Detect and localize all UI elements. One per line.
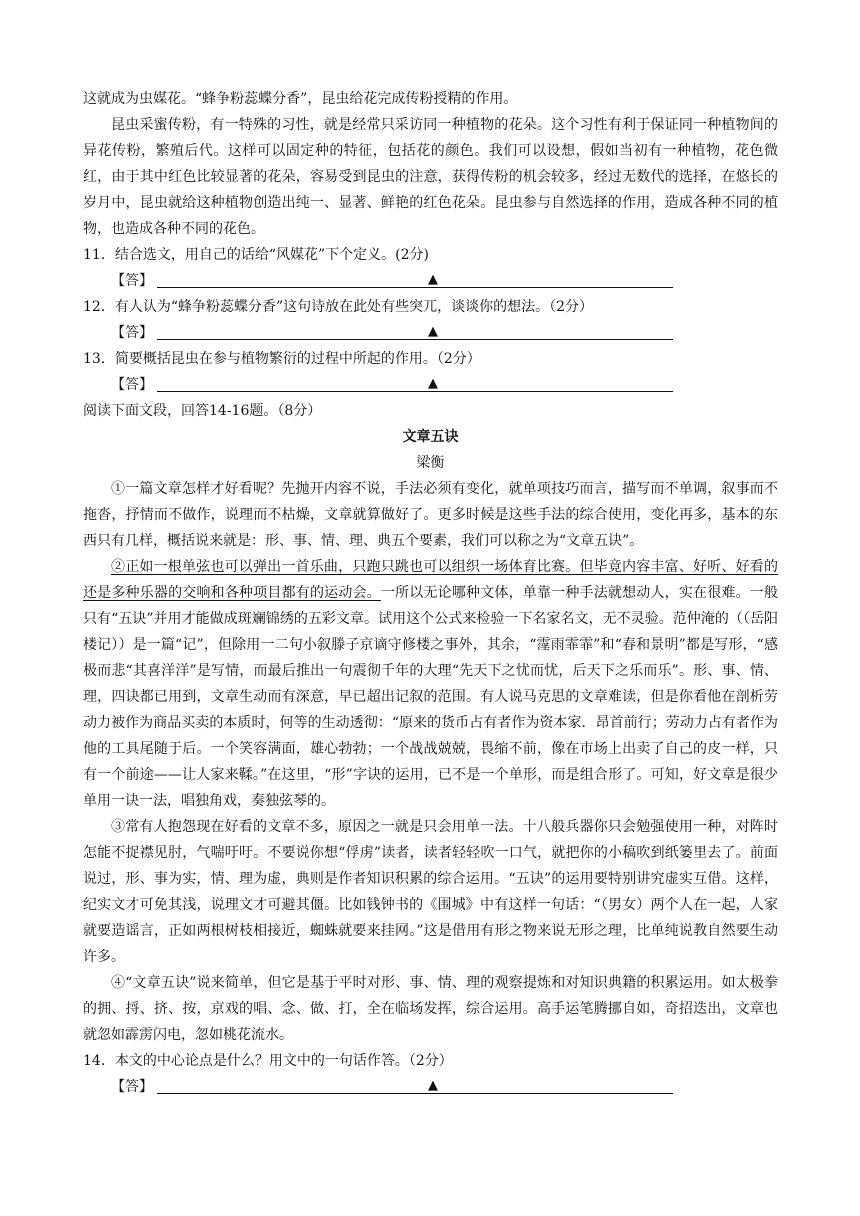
answer-line-12[interactable] bbox=[157, 339, 673, 340]
triangle-marker-icon: ▲ bbox=[428, 324, 438, 339]
answer-label: 【答】 bbox=[111, 273, 153, 289]
question-11: 11．结合选文，用自己的话给“风媒花”下个定义。(2分) bbox=[83, 247, 429, 263]
article-paragraph-1: ①一篇文章怎样才好看呢？先抛开内容不说，手法必须有变化，就单项技巧而言，描写而不单调，叙事而不拖沓，抒情而不做作，说理而不枯燥，文章就算做好了。更多时候是这些手法的综合使用，变化再多，基本的东西只有几样，概括说来就是：形、事、情、理、典五个要素，我们可以称之为“文章五诀”。 bbox=[83, 481, 778, 549]
answer-row-13 bbox=[83, 372, 778, 398]
article-author: 梁衡 bbox=[416, 455, 445, 471]
answer-line-11[interactable] bbox=[157, 287, 673, 288]
question-12: 12．有人认为“蜂争粉蕊蝶分香”这句诗放在此处有些突兀，谈谈你的想法。（2分） bbox=[83, 299, 594, 315]
section-intro: 阅读下面文段，回答14-16题。（8分） bbox=[83, 403, 322, 419]
article-title: 文章五诀 bbox=[402, 429, 459, 445]
triangle-marker-icon: ▲ bbox=[428, 1078, 438, 1093]
answer-row-11 bbox=[83, 268, 778, 294]
underlined-sentence: ②正如一根单弦也可以弹出一首乐曲，只跑只跳也可以组织一场体育比赛。但毕竟内容丰富、好听、好看的还是多种乐器的交响和各种项目都有的运动会。 bbox=[83, 559, 778, 601]
article-paragraph-2 bbox=[83, 554, 778, 814]
answer-label: 【答】 bbox=[111, 325, 153, 341]
passage-paragraph-0: 这就成为虫媒花。“蜂争粉蕊蝶分香”，昆虫给花完成传粉授精的作用。 bbox=[83, 91, 518, 107]
paragraph-2-rest: 一所以无论哪种文体，单靠一种手法就想动人，实在很难。一般只有“五诀”并用才能做成斑斓锦绣的五彩文章。试用这个公式来检验一下名家名文，无不灵验。范仲淹的（（岳阳楼记））是一篇“记”，但除用一二句小叙滕子京谪守修楼之事外，其余，“霪雨霏霏”和“春和景明”都是写形，“感极而悲“其喜洋洋”是写情，而最后推出一句震彻千年的大理“先天下之忧而忧，后天下之乐而乐”。形、事、情、理，四诀都已用到，文章生动而有深意，早已超出记叙的范围。有人说马克思的文章难读，但是你看他在剖析劳动力被作为商品买卖的本质时，何等的生动透彻：“原来的货币占有者作为资本家．昂首前行；劳动力占有者作为他的工具尾随于后。一个笑容满面，雄心勃勃；一个战战兢兢，畏缩不前，像在市场上出卖了自己的皮一样，只有一个前途——让人家来鞣。”在这里，“形”字诀的运用，已不是一个单形，而是组合形了。可知，好文章是很少单用一诀一法，唱独角戏，奏独弦琴的。 bbox=[83, 585, 778, 809]
answer-line-13[interactable] bbox=[157, 391, 673, 392]
article-paragraph-3: ③常有人抱怨现在好看的文章不多，原因之一就是只会用单一法。十八般兵器你只会勉强使用一种，对阵时怎能不捉襟见肘，气喘吁吁。不要说你想“俘虏”读者，读者轻轻吹一口气，就把你的小稿吹到纸篓里去了。前面说过，形、事为实，情、理为虚，典则是作者知识积累的综合运用。“五诀”的运用要特别讲究虚实互借。这样，纪实文才可免其浅，说理文才可避其僵。比如钱钟书的《围城》中有这样一句话：“（男女）两个人在一起，人家就要造谣言，正如两根树枝相接近，蜘蛛就要来挂网。”这是借用有形之物来说无形之理，比单纯说教自然要生动许多。 bbox=[83, 819, 778, 965]
exam-page bbox=[83, 86, 778, 1100]
answer-label: 【答】 bbox=[111, 377, 153, 393]
question-13: 13．简要概括昆虫在参与植物繁衍的过程中所起的作用。（2分） bbox=[83, 351, 481, 367]
answer-row-12 bbox=[83, 320, 778, 346]
answer-label: 【答】 bbox=[111, 1079, 153, 1095]
question-14: 14．本文的中心论点是什么？用文中的一句话作答。（2分） bbox=[83, 1053, 453, 1069]
answer-line-14[interactable] bbox=[157, 1093, 673, 1094]
triangle-marker-icon: ▲ bbox=[428, 272, 438, 287]
article-paragraph-4: ④“文章五诀”说来简单，但它是基于平时对形、事、情、理的观察提炼和对知识典籍的积累运用。如太极拳的拥、捋、挤、按，京戏的唱、念、做、打，全在临场发挥，综合运用。高手运笔腾挪自如，奇招迭出，文章也就忽如霹雳闪电，忽如桃花流水。 bbox=[83, 975, 778, 1043]
passage-paragraph-1: 昆虫采蜜传粉，有一特殊的习性，就是经常只采访同一种植物的花朵。这个习性有利于保证同一种植物间的异花传粉，繁殖后代。这样可以固定种的特征，包括花的颜色。我们可以设想，假如当初有一种植物，花色微红，由于其中红色比较显著的花朵，容易受到昆虫的注意，获得传粉的机会较多，经过无数代的选择，在悠长的岁月中，昆虫就给这种植物创造出纯一、显著、鲜艳的红色花朵。昆虫参与自然选择的作用，造成各种不同的植物，也造成各种不同的花色。 bbox=[83, 117, 778, 237]
answer-row-14 bbox=[83, 1074, 778, 1100]
triangle-marker-icon: ▲ bbox=[428, 376, 438, 391]
